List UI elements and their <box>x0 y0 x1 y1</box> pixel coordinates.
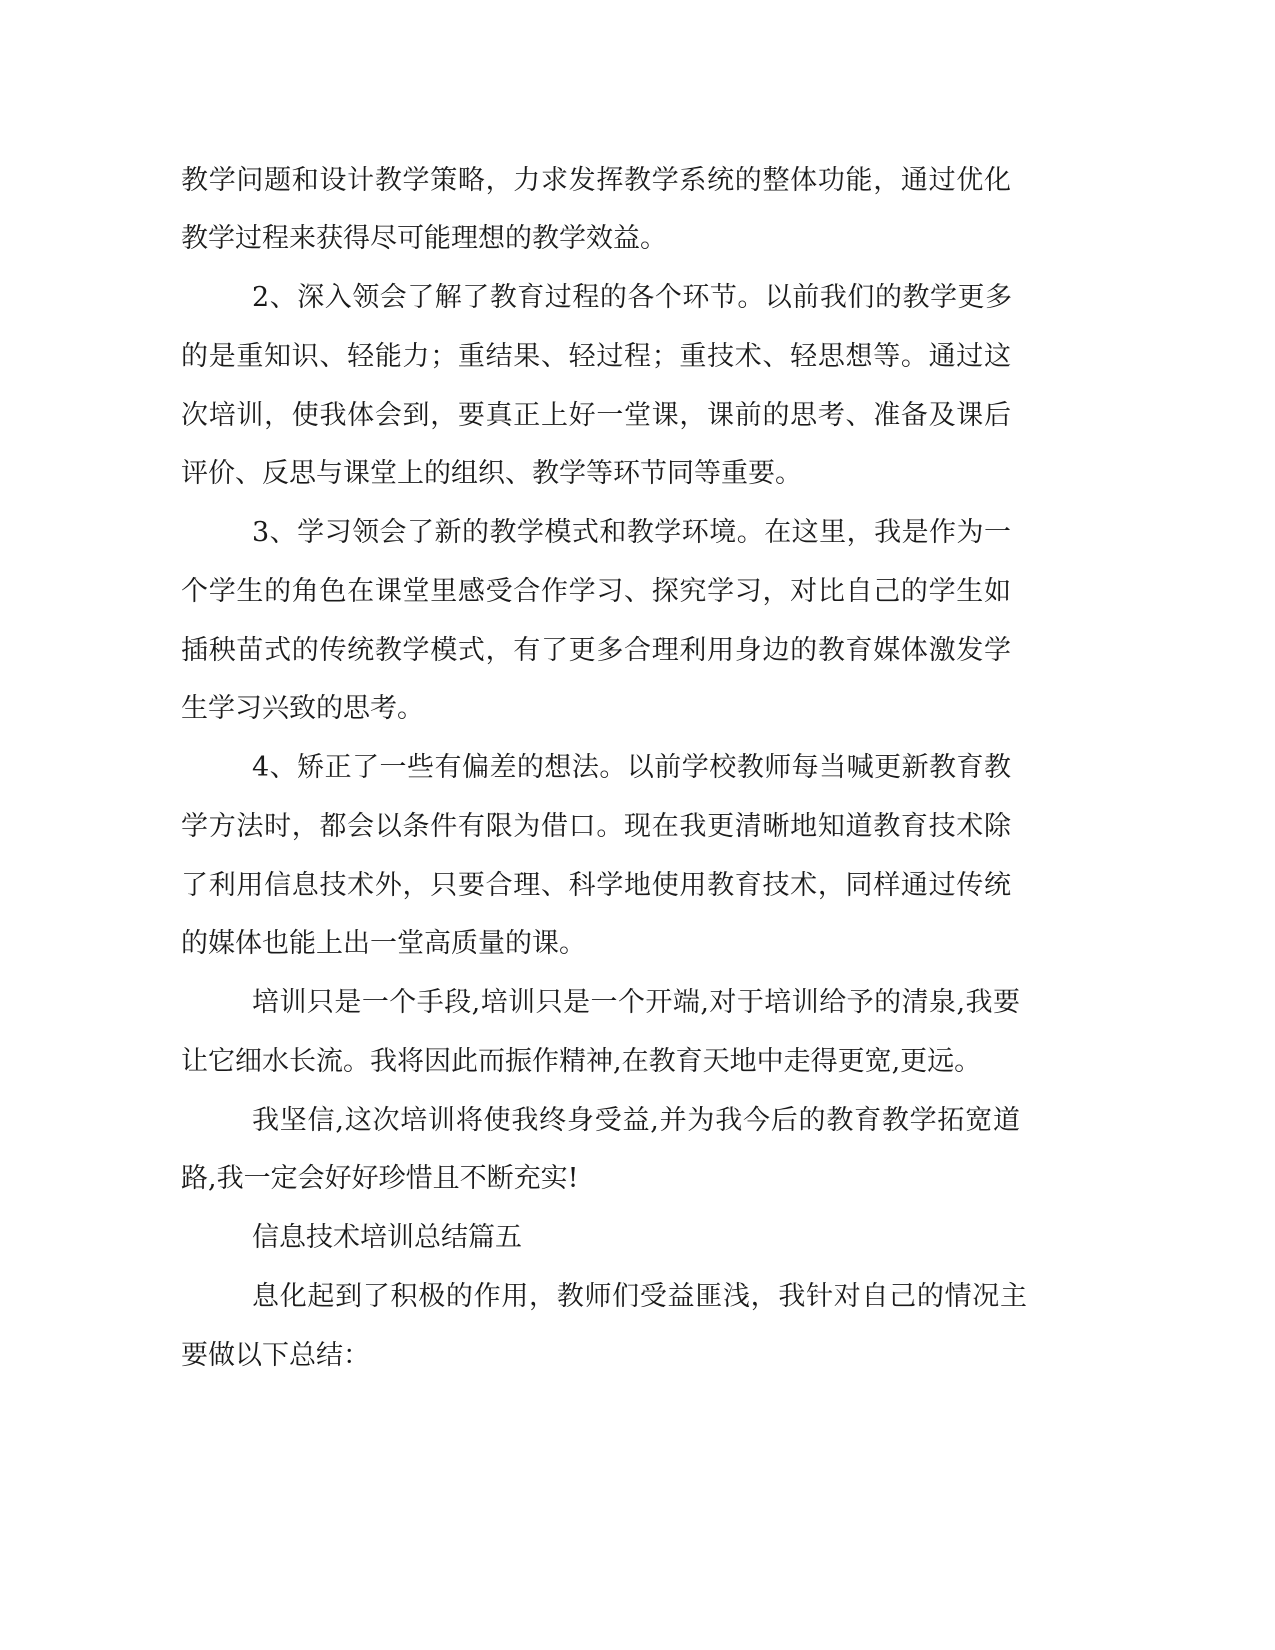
paragraph-6-line-2: 路,我一定会好好珍惜且不断充实! <box>181 1163 579 1194</box>
paragraph-5-line-2: 让它细水长流。我将因此而振作精神,在教育天地中走得更宽,更远。 <box>181 1046 982 1077</box>
paragraph-2-line-1: 2、深入领会了解了教育过程的各个环节。以前我们的教学更多 <box>252 282 1012 313</box>
paragraph-6-line-1: 我坚信,这次培训将使我终身受益,并为我今后的教育教学拓宽道 <box>252 1105 1020 1136</box>
paragraph-3-line-2: 个学生的角色在课堂里感受合作学习、探究学习，对比自己的学生如 <box>181 576 1011 607</box>
paragraph-2-line-2: 的是重知识、轻能力；重结果、轻过程；重技术、轻思想等。通过这 <box>181 341 1011 372</box>
paragraph-3-line-4: 生学习兴致的思考。 <box>181 693 424 724</box>
paragraph-7-line-1: 息化起到了积极的作用，教师们受益匪浅，我针对自己的情况主 <box>252 1281 1027 1312</box>
paragraph-1-line-1: 教学问题和设计教学策略，力求发挥教学系统的整体功能，通过优化 <box>181 165 1011 196</box>
paragraph-4-line-3: 了利用信息技术外，只要合理、科学地使用教育技术，同样通过传统 <box>181 870 1011 901</box>
paragraph-7-line-2: 要做以下总结： <box>181 1340 370 1371</box>
paragraph-4-line-4: 的媒体也能上出一堂高质量的课。 <box>181 928 586 959</box>
paragraph-3-line-1: 3、学习领会了新的教学模式和教学环境。在这里，我是作为一 <box>252 517 1011 548</box>
paragraph-4-line-1: 4、矫正了一些有偏差的想法。以前学校教师每当喊更新教育教 <box>252 752 1011 783</box>
paragraph-1-line-2: 教学过程来获得尽可能理想的教学效益。 <box>181 223 667 254</box>
paragraph-2-line-4: 评价、反思与课堂上的组织、教学等环节同等重要。 <box>181 458 802 489</box>
paragraph-3-line-3: 插秧苗式的传统教学模式，有了更多合理利用身边的教育媒体激发学 <box>181 635 1011 666</box>
paragraph-2-line-3: 次培训，使我体会到，要真正上好一堂课，课前的思考、准备及课后 <box>181 400 1011 431</box>
paragraph-4-line-2: 学方法时，都会以条件有限为借口。现在我更清晰地知道教育技术除 <box>181 811 1011 842</box>
section-heading: 信息技术培训总结篇五 <box>252 1222 522 1253</box>
paragraph-5-line-1: 培训只是一个手段,培训只是一个开端,对于培训给予的清泉,我要 <box>252 987 1020 1018</box>
